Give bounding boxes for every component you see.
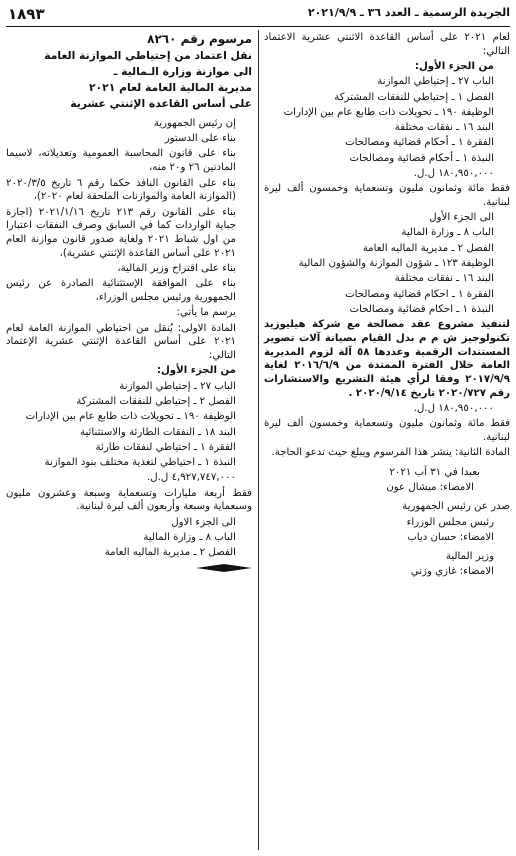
paragraph: بناء على الدستور — [164, 133, 236, 145]
budget-line: الوظيفة ١٩٠ ـ تحويلات ذات طابع عام بين الإدارات — [25, 411, 236, 423]
paragraph: بناء على اقتراح وزير المالية، — [117, 263, 236, 275]
gazette-header-title: الجريدة الرسمية ـ العدد ٣٦ ـ ٢٠٢١/٩/٩ — [307, 6, 510, 19]
decree-title-line: نقل اعتماد من إحتياطي الموازنة العامة — [44, 48, 252, 62]
president-signature: الامضاء: ميشال عون — [386, 481, 474, 493]
budget-line: الباب ٢٧ ـ إحتياطي الموازنة — [119, 380, 236, 392]
budget-line: الوظيفة ١٢٣ ـ شؤون الموازنة والشؤون المالية — [298, 257, 494, 269]
issued-by: صدر عن رئيس الجمهورية — [402, 501, 510, 513]
budget-line: البند ١٦ ـ نفقات مختلفة — [394, 122, 494, 134]
paragraph: بناء على الموافقة الإستثنائية الصادرة عن رئيس الجمهورية ورئيس مجلس الوزراء، — [6, 278, 236, 304]
budget-line: الفقرة ١ ـ أحكام قضائية ومصالحات — [345, 137, 494, 149]
budget-line: الفصل ٢ ـ إحتياطي للنفقات المشتركة — [76, 395, 236, 407]
paragraph: يرسم ما يأتي: — [176, 307, 236, 319]
article-two: المادة الثانية: ينشر هذا المرسوم ويبلغ حيث تدعو الحاجة. — [271, 447, 510, 459]
budget-line: الفصل ٢ ـ مديرية الماليه العامة — [362, 242, 494, 254]
budget-line: البند ١٨ ـ النفقات الطارئة والاستثنائية — [80, 426, 236, 438]
left-column — [6, 31, 252, 572]
amount-in-words: فقط أربعة مليارات وتسعماية وسبعة وعشرون مليون وسبعماية وسبعة وأربعون ألف ليرة لبنانية. — [6, 487, 252, 513]
minister-title: وزير المالية — [445, 551, 494, 563]
budget-line: البند ١٦ ـ نفقات مختلفة — [394, 273, 494, 285]
amount: ١٨٠,٩٥٠,٠٠٠ ل.ل. — [413, 403, 494, 415]
article-one: المادة الاولى: يُنقل من احتياطي الموازنة العامة لعام ٢٠٢١ على أساس القاعدة الإثنتي عشرية الإعتماد التالي: — [6, 322, 236, 362]
amount: ١٨٠,٩٥٠,٠٠٠ ل.ل. — [413, 167, 494, 179]
prime-minister-title: رئيس مجلس الوزراء — [406, 516, 494, 528]
end-ornament — [6, 564, 252, 572]
end-ornament-shape — [196, 564, 252, 572]
part-heading: الى الجزء الاول — [171, 516, 236, 528]
budget-line: الفصل ١ ـ إحتياطي للنفقات المشتركة — [334, 91, 494, 103]
right-column — [264, 31, 510, 581]
decree-title-line: الى موازنة وزارة الـمالية ـ — [113, 64, 252, 78]
decree-title-line: على أساس القاعدة الإثنتي عشرية — [70, 96, 252, 110]
column-divider — [258, 30, 259, 850]
budget-line: الباب ٢٧ ـ إحتياطي الموازنة — [377, 76, 494, 88]
page-header — [6, 4, 510, 27]
budget-line: النبذة ١ ـ احكام قضائية ومصالحات — [349, 303, 494, 315]
paragraph: بناء على القانون رقم ٢١٣ تاريخ ٢٠٢١/١/١٦ (اجازة جباية الواردات كما في السابق وصرف النفقات اعتبارا من اول شباط ٢٠٢١ ولغاية صدور قانون موازنة العام ٢٠٢١ على أساس القاعدة الإثنتي عشرية)، — [6, 206, 237, 259]
paragraph: إن رئيس الجمهورية — [153, 117, 236, 129]
part-heading: من الجزء الأول: — [156, 365, 236, 377]
budget-line: النبذة ١ ـ احتياطي لتغذية مختلف بنود الموازنة — [44, 457, 236, 469]
budget-line: الفصل ٢ ـ مديرية الماليه العامة — [104, 547, 236, 559]
budget-line: النبذة ١ ـ أحكام قضائية ومصالحات — [349, 152, 494, 164]
paragraph: لعام ٢٠٢١ على أساس القاعدة الاثنتي عشرية الاعتماد التالي: — [264, 32, 510, 57]
amount-in-words: فقط مائة وثمانون مليون وتسعماية وخمسون ألف ليرة لبنانية. — [264, 183, 510, 208]
decree-title-line: مديرية المالية العامة لعام ٢٠٢١ — [88, 80, 252, 94]
budget-line: الفقرة ١ ـ احكام قضائية ومصالحات — [345, 288, 494, 300]
page-number: ١٨٩٣ — [8, 5, 45, 23]
signing-place-date: بعبدا في ٣١ آب ٢٠٢١ — [389, 466, 480, 478]
paragraph: بناء على القانون النافذ حكما رقم ٦ تاريخ ٢٠٢٠/٣/٥ (الموازنة العامة والموازنات الملحقة لعام ٢٠٢٠)، — [6, 177, 237, 203]
paragraph: بناء على قانون المحاسبة العمومية وتعديلاته، لاسيما المادتين ٢٦ و٢٠ منه، — [6, 148, 236, 174]
decree-number: مرسوم رقم ٨٢٦٠ — [147, 32, 252, 46]
budget-line: الوظيفة ١٩٠ ـ تحويلات ذات طابع عام بين الإدارات — [283, 106, 494, 118]
part-heading: الى الجزء الأول — [429, 212, 494, 224]
amount-in-words: فقط مائة وثمانون مليون وتسعماية وخمسون ألف ليرة لبنانية. — [264, 418, 510, 444]
settlement-purpose: لتنفيذ مشروع عقد مصالحة مع شركة هيليوزيد تكنولوجيز ش م م بدل القيام بصيانة آلات تصوير المستندات الرقمية وعددها ٥٨ آلة لزوم المديرية العامة خلال الفترة الممتدة من ٢٠١٦/٦/٩ لغاية ٢٠١٧/٩/٩ وفقا لرأي هيئة التشريع والاستشارات رقم ٢٠٢٠/٧٢٧ تاريخ ٢٠٢٠/٩/١٤ . — [264, 319, 511, 399]
part-heading: من الجزء الأول: — [414, 61, 494, 73]
budget-line: الفقرة ١ ـ احتياطي لنفقات طارئة — [95, 441, 236, 453]
prime-minister-signature: الامضاء: حسان دياب — [407, 531, 494, 543]
amount: ٤,٩٢٧,٧٤٧,٠٠٠ ل.ل. — [147, 472, 236, 484]
budget-line: الباب ٨ ـ وزارة المالية — [401, 227, 494, 239]
minister-signature: الامضاء: غازي وزني — [410, 566, 494, 578]
budget-line: الباب ٨ ـ وزارة المالية — [143, 531, 236, 543]
